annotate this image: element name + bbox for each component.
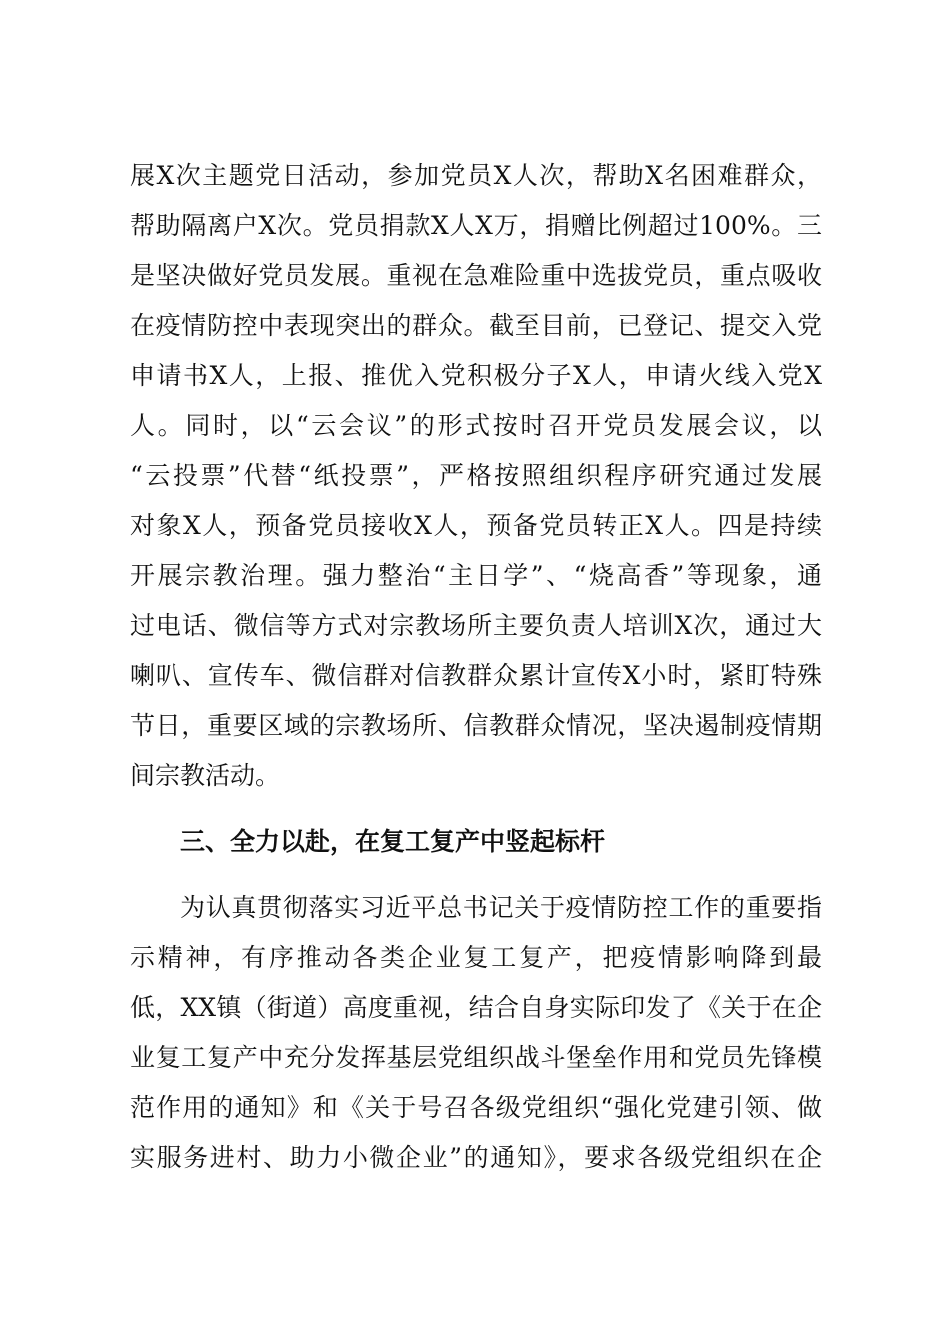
paragraph-1-line-8: 对象X人，预备党员接收X人，预备党员转正X人。四是持续 — [130, 511, 822, 540]
paragraph-1-line-9: 开展宗教治理。强力整治“主日学”、“烧高香”等现象，通 — [130, 561, 822, 590]
paragraph-2-line-3: 低，XX镇（街道）高度重视，结合自身实际印发了《关于在企 — [130, 993, 822, 1022]
paragraph-1-line-11: 喇叭、宣传车、微信群对信教群众累计宣传X小时，紧盯特殊 — [130, 661, 822, 690]
paragraph-1-line-12: 节日，重要区域的宗教场所、信教群众情况，坚决遏制疫情期 — [130, 711, 822, 740]
paragraph-2-line-6: 实服务进村、助力小微企业”的通知》，要求各级党组织在企 — [130, 1143, 822, 1172]
paragraph-1-line-10: 过电话、微信等方式对宗教场所主要负责人培训X次，通过大 — [130, 611, 822, 640]
paragraph-1-line-5: 申请书X人，上报、推优入党积极分子X人，申请火线入党X — [130, 361, 822, 390]
paragraph-1-line-2: 帮助隔离户X次。党员捐款X人X万，捐赠比例超过100%。三 — [130, 211, 822, 240]
paragraph-1-line-13: 间宗教活动。 — [130, 761, 281, 790]
paragraph-1-line-7: “云投票”代替“纸投票”，严格按照组织程序研究通过发展 — [130, 461, 822, 490]
paragraph-1-line-3: 是坚决做好党员发展。重视在急难险重中选拔党员，重点吸收 — [130, 261, 822, 290]
paragraph-2-line-1: 为认真贯彻落实习近平总书记关于疫情防控工作的重要指 — [180, 893, 822, 922]
paragraph-1-line-4: 在疫情防控中表现突出的群众。截至目前，已登记、提交入党 — [130, 311, 822, 340]
paragraph-1-line-1: 展X次主题党日活动，参加党员X人次，帮助X名困难群众， — [130, 161, 822, 190]
paragraph-1-line-6: 人。同时，以“云会议”的形式按时召开党员发展会议，以 — [130, 411, 822, 440]
paragraph-2-line-5: 范作用的通知》和《关于号召各级党组织“强化党建引领、做 — [130, 1093, 822, 1122]
paragraph-2-line-4: 业复工复产中充分发挥基层党组织战斗堡垒作用和党员先锋模 — [130, 1043, 822, 1072]
paragraph-2-line-2: 示精神，有序推动各类企业复工复产，把疫情影响降到最 — [130, 943, 822, 972]
section-3-heading: 三、全力以赴，在复工复产中竖起标杆 — [180, 827, 606, 856]
